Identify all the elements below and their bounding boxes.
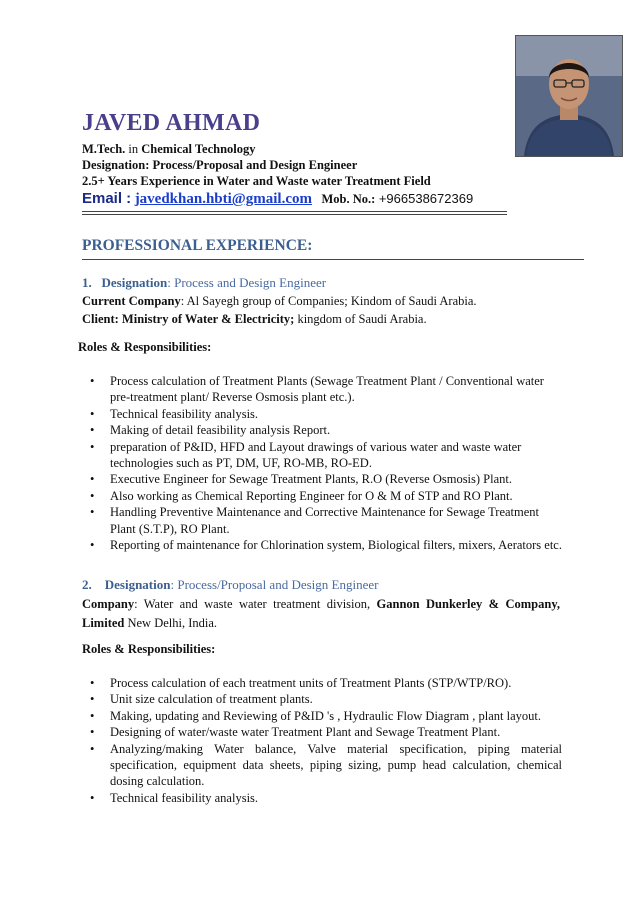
job-1-num: 1. <box>82 275 92 290</box>
job-2-company-value: : Water and waste water treatment division, <box>134 597 371 611</box>
list-item: • preparation of P&ID, HFD and Layout drawings of various water and waste water technologies such as PT, DM, UF, RO-MB, RO-ED. <box>86 439 562 472</box>
job-1-designation: : Process and Design Engineer <box>167 275 327 290</box>
job-1-roles-heading: Roles & Responsibilities: <box>78 340 212 354</box>
designation-line: Designation: Process/Proposal and Design Engineer <box>82 158 358 172</box>
job-2-num: 2. <box>82 577 92 592</box>
education-line <box>82 142 256 157</box>
section-title: PROFESSIONAL EXPERIENCE: <box>82 237 313 254</box>
list-item: • Handling Preventive Maintenance and Corrective Maintenance for Sewage Treatment Plant (S.T.P), RO Plant. <box>86 504 562 537</box>
contact-row <box>82 190 473 208</box>
job-1-designation-label: Designation <box>101 275 168 290</box>
job-1-client <box>82 311 427 328</box>
header-rule-top <box>82 211 507 212</box>
list-item: • Technical feasibility analysis. <box>86 790 562 806</box>
job-1-company-value: : Al Sayegh group of Companies; Kindom of Saudi Arabia. <box>180 294 477 308</box>
job-2-company-tail: New Delhi, India. <box>124 616 218 630</box>
profile-photo <box>515 35 623 157</box>
list-item: • Process calculation of Treatment Plants (Sewage Treatment Plant / Conventional water pre-treatment plant/ Reverse Osmosis plant etc.). <box>86 373 562 406</box>
list-item: • Also working as Chemical Reporting Engineer for O & M of STP and RO Plant. <box>86 488 562 504</box>
degree: M.Tech. <box>82 142 126 156</box>
list-item: • Unit size calculation of treatment plants. <box>86 691 562 707</box>
person-photo-icon <box>516 36 622 156</box>
job-2-designation-label: Designation <box>104 577 171 592</box>
email-link[interactable]: javedkhan.hbti@gmail.com <box>134 191 312 207</box>
header-rule-bottom <box>82 214 507 215</box>
mobile-number: +966538672369 <box>378 191 474 206</box>
list-item: • Process calculation of each treatment units of Treatment Plants (STP/WTP/RO). <box>86 675 562 691</box>
job-2-designation: : Process/Proposal and Design Engineer <box>170 577 379 592</box>
section-rule <box>82 259 584 260</box>
job-2-company <box>82 595 560 633</box>
job-2-company-bold: Gannon Dunkerley & Company, Limited <box>82 597 561 630</box>
job-1-client-label: Client <box>82 312 115 326</box>
job-1-client-bold: : Ministry of Water & Electricity; <box>114 312 295 326</box>
mobile-label: Mob. No.: <box>321 192 376 206</box>
list-item: • Technical feasibility analysis. <box>86 406 562 422</box>
job-1-title <box>82 275 326 291</box>
list-item: • Analyzing/making Water balance, Valve material specification, piping material specification, equipment data sheets, piping sizing, pump head calculation, chemical dosing calculation. <box>86 741 562 790</box>
list-item: • Executive Engineer for Sewage Treatment Plants, R.O (Reverse Osmosis) Plant. <box>86 471 562 487</box>
list-item: • Making of detail feasibility analysis Report. <box>86 422 562 438</box>
list-item: • Making, updating and Reviewing of P&ID 's , Hydraulic Flow Diagram , plant layout. <box>86 708 562 724</box>
job-1-bullets <box>86 373 562 553</box>
job-1-client-value: kingdom of Saudi Arabia. <box>294 312 427 326</box>
job-1-company-label: Current Company <box>82 294 181 308</box>
list-item: • Designing of water/waste water Treatment Plant and Sewage Treatment Plant. <box>86 724 562 740</box>
job-2-company-label: Company <box>82 597 135 611</box>
job-1-company <box>82 293 477 310</box>
degree-field: Chemical Technology <box>141 142 256 156</box>
job-2-bullets <box>86 675 562 806</box>
degree-in: in <box>128 142 139 156</box>
list-item: • Reporting of maintenance for Chlorination system, Biological filters, mixers, Aerators etc. <box>86 537 562 553</box>
candidate-name: JAVED AHMAD <box>82 110 261 136</box>
job-2-title <box>82 577 378 593</box>
experience-line: 2.5+ Years Experience in Water and Waste water Treatment Field <box>82 174 431 188</box>
email-label: Email : <box>82 190 132 207</box>
job-2-roles-heading: Roles & Responsibilities: <box>82 642 216 656</box>
